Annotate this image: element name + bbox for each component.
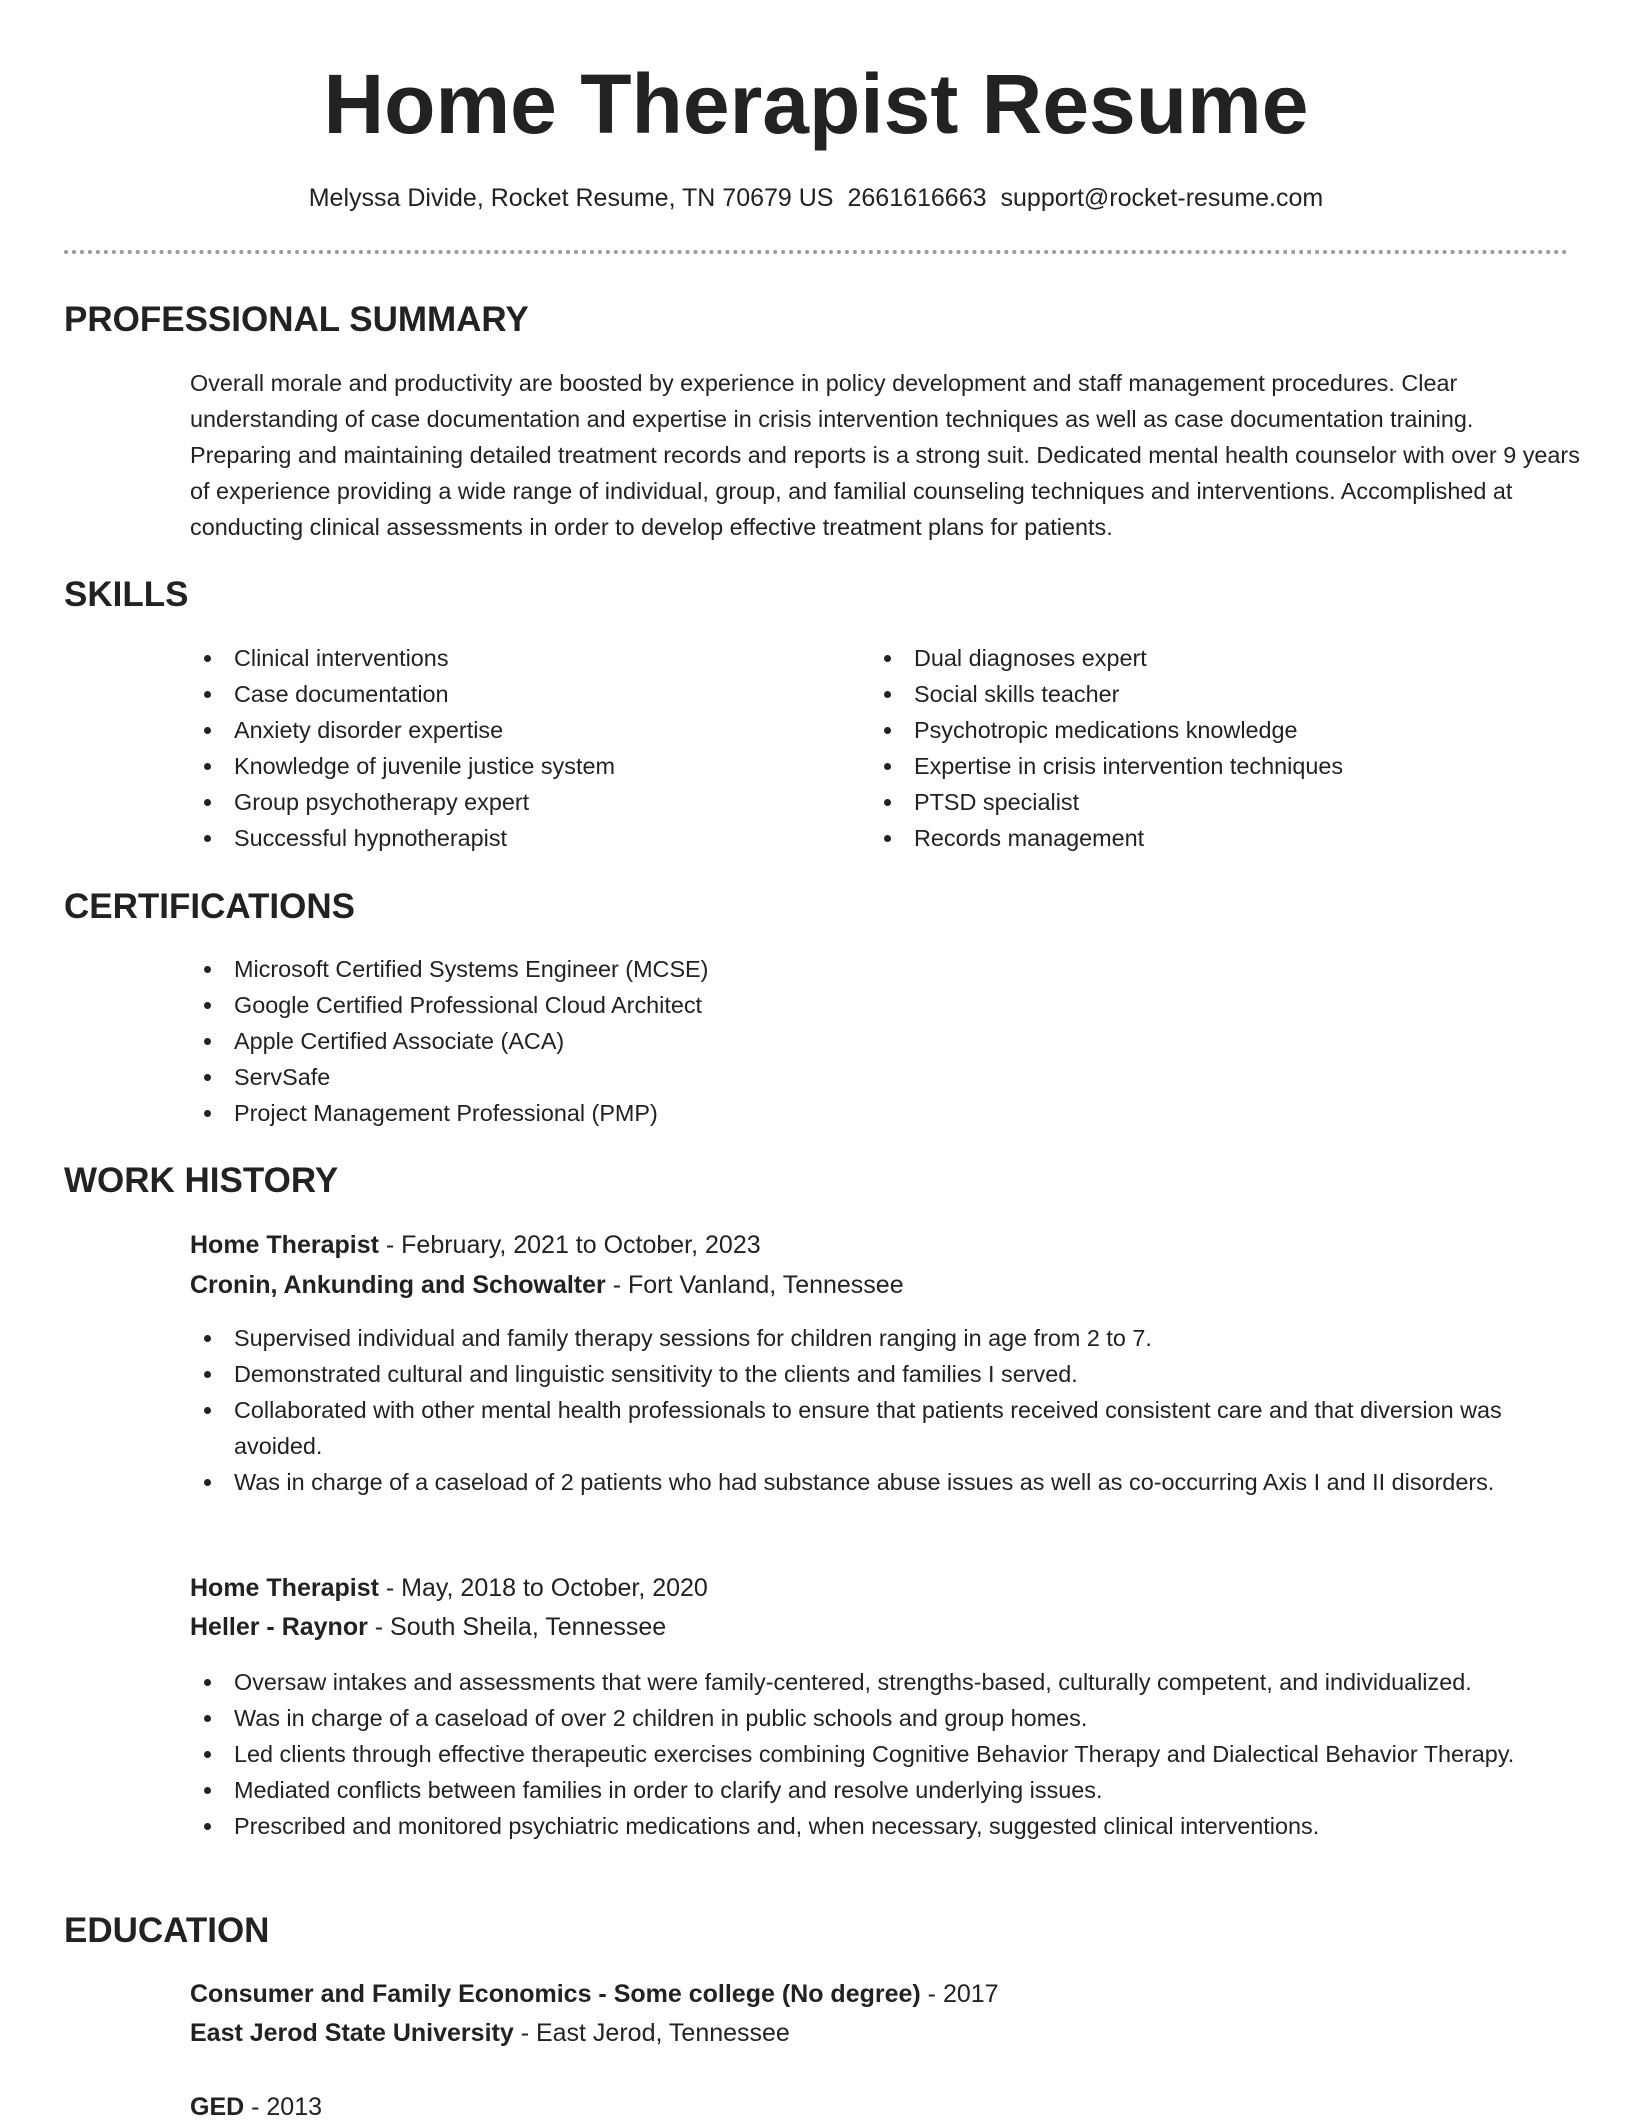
education-location: - East Jerod, Tennessee [513, 2019, 790, 2047]
education-degree: Consumer and Family Economics - Some college (No degree) [190, 1980, 921, 2008]
skills-list-right [870, 640, 1570, 856]
education-school-line [190, 2014, 790, 2052]
education-degree-line [190, 2088, 322, 2126]
contact-address: Melyssa Divide, Rocket Resume, TN 70679 US [308, 184, 834, 212]
skill-item: Case documentation [190, 676, 830, 712]
work-history-heading: WORK HISTORY [64, 1161, 339, 1200]
skill-item: Clinical interventions [190, 640, 830, 676]
skill-item: Anxiety disorder expertise [190, 712, 830, 748]
job-bullet: Was in charge of a caseload of 2 patients who had substance abuse issues as well as co-occurring Axis I and II disorders. [190, 1464, 1580, 1500]
skill-item: Dual diagnoses expert [870, 640, 1570, 676]
job-company: Heller - Raynor [190, 1613, 368, 1641]
certifications-heading: CERTIFICATIONS [64, 887, 356, 926]
education-degree: GED [190, 2093, 245, 2121]
job-bullet: Demonstrated cultural and linguistic sensitivity to the clients and families I served. [190, 1356, 1580, 1392]
summary-heading: PROFESSIONAL SUMMARY [64, 300, 529, 339]
job-dates: - May, 2018 to October, 2020 [378, 1574, 708, 1602]
job-company: Cronin, Ankunding and Schowalter [190, 1271, 606, 1299]
job-bullet: Collaborated with other mental health professionals to ensure that patients received consistent care and that diversion was avoided. [190, 1392, 1580, 1464]
skill-item: PTSD specialist [870, 784, 1570, 820]
skill-item: Group psychotherapy expert [190, 784, 830, 820]
education-school: East Jerod State University [190, 2019, 514, 2047]
job-bullet: Led clients through effective therapeutic exercises combining Cognitive Behavior Therapy and Dialectical Behavior Therapy. [190, 1736, 1580, 1772]
certification-item: Apple Certified Associate (ACA) [190, 1023, 1570, 1059]
job-role: Home Therapist [190, 1231, 379, 1259]
education-degree-line [190, 1975, 999, 2013]
job-title-line [190, 1226, 761, 1264]
job-bullet: Prescribed and monitored psychiatric medications and, when necessary, suggested clinical interventions. [190, 1808, 1580, 1844]
job-role: Home Therapist [190, 1574, 379, 1602]
contact-line [0, 180, 1632, 216]
certification-item: ServSafe [190, 1059, 1570, 1095]
job-bullets [190, 1664, 1580, 1844]
skill-item: Records management [870, 820, 1570, 856]
header-divider [64, 250, 1568, 254]
certification-item: Google Certified Professional Cloud Architect [190, 987, 1570, 1023]
skill-item: Psychotropic medications knowledge [870, 712, 1570, 748]
job-company-line [190, 1266, 904, 1304]
certifications-list [190, 951, 1570, 1131]
contact-email: support@rocket-resume.com [1000, 184, 1324, 212]
job-dates: - February, 2021 to October, 2023 [378, 1231, 761, 1259]
job-title-line [190, 1569, 708, 1607]
job-bullet: Was in charge of a caseload of over 2 children in public schools and group homes. [190, 1700, 1580, 1736]
skill-item: Successful hypnotherapist [190, 820, 830, 856]
skill-item: Knowledge of juvenile justice system [190, 748, 830, 784]
job-location: - South Sheila, Tennessee [367, 1613, 667, 1641]
job-company-line [190, 1608, 666, 1646]
skill-item: Social skills teacher [870, 676, 1570, 712]
certification-item: Project Management Professional (PMP) [190, 1095, 1570, 1131]
job-bullet: Mediated conflicts between families in order to clarify and resolve underlying issues. [190, 1772, 1580, 1808]
job-bullet: Supervised individual and family therapy sessions for children ranging in age from 2 to 7. [190, 1320, 1580, 1356]
skill-item: Expertise in crisis intervention techniques [870, 748, 1570, 784]
job-bullets [190, 1320, 1580, 1500]
education-heading: EDUCATION [64, 1911, 270, 1950]
summary-text: Overall morale and productivity are boosted by experience in policy development and staff management procedures. Clear understanding of case documentation and expertise in crisis intervention techniques as well as case documentation training. Preparing and maintaining detailed treatment records and reports is a strong suit. Dedicated mental health counselor with over 9 years of experience providing a wide range of individual, group, and familial counseling techniques and interventions. Accomplished at conducting clinical assessments in order to develop effective treatment plans for patients. [190, 370, 1580, 540]
education-year: - 2013 [244, 2093, 323, 2121]
job-location: - Fort Vanland, Tennessee [605, 1271, 904, 1299]
education-year: - 2017 [920, 1980, 999, 2008]
job-bullet: Oversaw intakes and assessments that were family-centered, strengths-based, culturally competent, and individualized. [190, 1664, 1580, 1700]
skills-list-left [190, 640, 830, 856]
resume-title: Home Therapist Resume [323, 57, 1309, 151]
contact-phone: 2661616663 [847, 184, 987, 212]
certification-item: Microsoft Certified Systems Engineer (MCSE) [190, 951, 1570, 987]
skills-heading: SKILLS [64, 575, 189, 614]
